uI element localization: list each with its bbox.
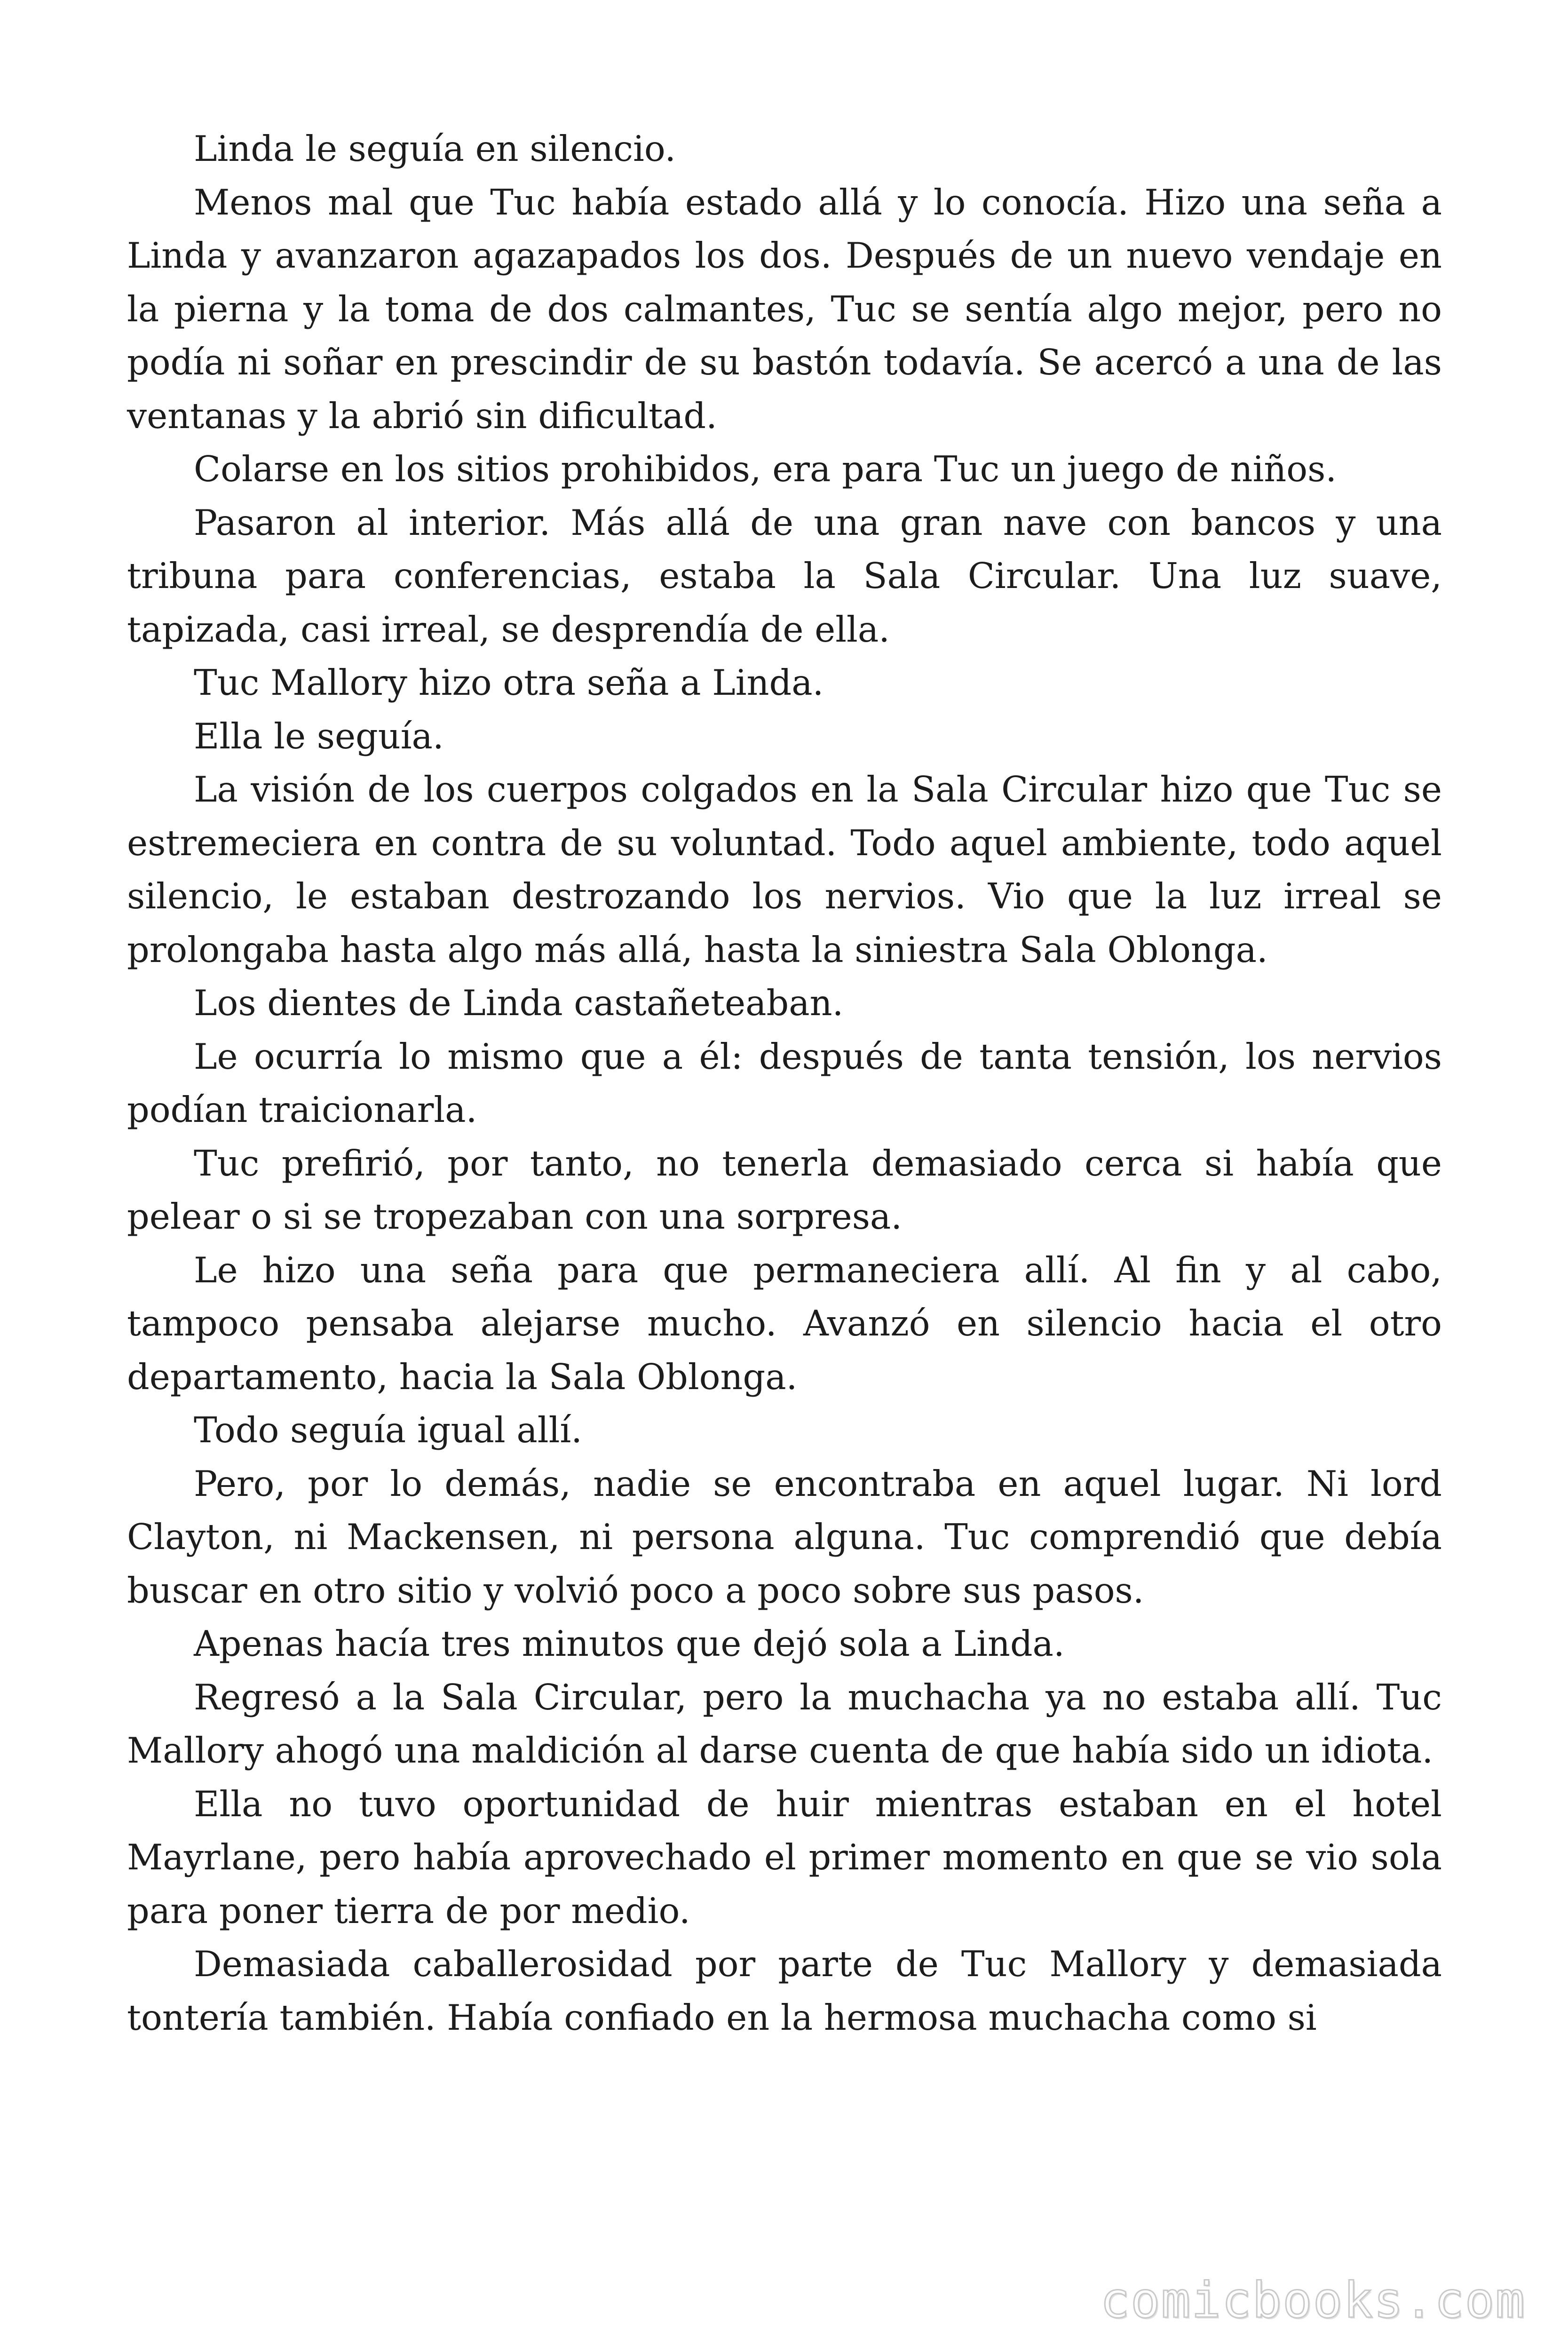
paragraph: Le ocurría lo mismo que a él: después de tanta tensión, los nervios podían traicionarla. — [127, 1036, 1442, 1130]
paragraph: Linda le seguía en silencio. — [194, 128, 676, 169]
paragraph: Pasaron al interior. Más allá de una gran nave con bancos y una tribuna para conferencias, estaba la Sala Circular. Una luz suave, tapizada, casi irreal, se desprendía de ella. — [127, 502, 1442, 650]
paragraph: Los dientes de Linda castañeteaban. — [194, 983, 844, 1024]
paragraph: Tuc prefirió, por tanto, no tenerla demasiado cerca si había que pelear o si se tropezaban con una sorpresa. — [127, 1143, 1442, 1237]
paragraph: Ella le seguía. — [194, 715, 444, 757]
paragraph: Le hizo una seña para que permaneciera allí. Al fin y al cabo, tampoco pensaba alejarse mucho. Avanzó en silencio hacia el otro departamento, hacia la Sala Oblonga. — [127, 1249, 1442, 1398]
body-text — [127, 122, 1442, 2044]
paragraph: Menos mal que Tuc había estado allá y lo conocía. Hizo una seña a Linda y avanzaron agazapados los dos. Después de un nuevo vendaje en la pierna y la toma de dos calmantes, Tuc se sentía algo mejor, pero no podía ni soñar en prescindir de su bastón todavía. Se acercó a una de las ventanas y la abrió sin dificultad. — [127, 182, 1442, 437]
paragraph: Regresó a la Sala Circular, pero la muchacha ya no estaba allí. Tuc Mallory ahogó una maldición al darse cuenta de que había sido un idiota. — [127, 1677, 1442, 1771]
paragraph: Tuc Mallory hizo otra seña a Linda. — [194, 662, 824, 703]
watermark-text: comicbooks.com — [1100, 2272, 1526, 2329]
paragraph: Demasiada caballerosidad por parte de Tuc Mallory y demasiada tontería también. Había confiado en la hermosa muchacha como si — [127, 1944, 1442, 2038]
paragraph: Ella no tuvo oportunidad de huir mientras estaban en el hotel Mayrlane, pero había aprovechado el primer momento en que se vio sola para poner tierra de por medio. — [127, 1783, 1442, 1931]
paragraph: Todo seguía igual allí. — [194, 1410, 582, 1451]
paragraph: La visión de los cuerpos colgados en la Sala Circular hizo que Tuc se estremeciera en contra de su voluntad. Todo aquel ambiente, todo aquel silencio, le estaban destrozando los nervios. Vio que la luz irreal se prolongaba hasta algo más allá, hasta la siniestra Sala Oblonga. — [127, 769, 1442, 970]
paragraph: Colarse en los sitios prohibidos, era para Tuc un juego de niños. — [194, 449, 1337, 490]
paragraph: Pero, por lo demás, nadie se encontraba en aquel lugar. Ni lord Clayton, ni Mackensen, ni persona alguna. Tuc comprendió que debía buscar en otro sitio y volvió poco a poco sobre sus pasos. — [127, 1463, 1442, 1611]
paragraph: Apenas hacía tres minutos que dejó sola a Linda. — [194, 1623, 1065, 1664]
